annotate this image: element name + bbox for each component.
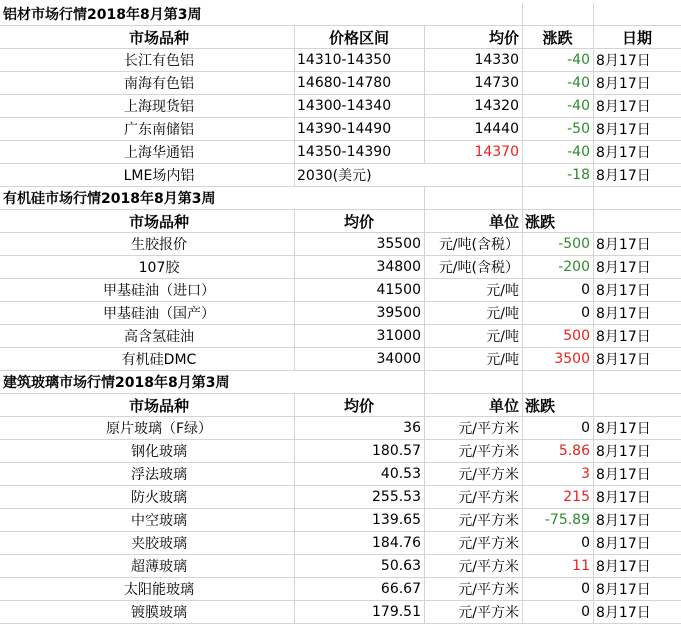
table-row <box>0 118 681 141</box>
table-row <box>0 486 681 509</box>
cell-unit: 元/吨(含税） <box>438 237 519 253</box>
table-row <box>0 463 681 486</box>
cell-date: 8月17日 <box>596 467 651 483</box>
cell-range: 14350-14390 <box>297 144 392 160</box>
cell-unit: 元/吨 <box>486 283 519 299</box>
table-row <box>0 440 681 463</box>
cell-name: 太阳能玻璃 <box>124 582 194 598</box>
cell-avg: 180.57 <box>372 443 421 459</box>
table-row <box>0 601 681 624</box>
cell-change: -50 <box>567 121 590 137</box>
cell-unit: 元/吨 <box>486 329 519 345</box>
cell-change: 5.86 <box>558 443 590 459</box>
col-header: 涨跌 <box>525 396 556 415</box>
gridline <box>424 187 425 209</box>
gridline <box>522 187 523 209</box>
cell-change: -40 <box>567 52 590 68</box>
cell-date: 8月17日 <box>596 76 651 92</box>
cell-name: 原片玻璃（F绿） <box>105 421 213 437</box>
cell-change: 0 <box>581 581 590 597</box>
cell-avg: 184.76 <box>372 535 421 551</box>
gridline <box>593 371 594 393</box>
table-row <box>0 49 681 72</box>
cell-change: -40 <box>567 98 590 114</box>
cell-range: 14680-14780 <box>297 75 392 91</box>
cell-date: 8月17日 <box>596 99 651 115</box>
gridline <box>593 187 594 209</box>
cell-name: 上海现货铝 <box>124 99 194 115</box>
section-title-row <box>0 187 681 210</box>
cell-name: 甲基硅油（进口） <box>103 283 215 299</box>
cell-unit: 元/吨 <box>486 306 519 322</box>
table-row <box>0 555 681 578</box>
cell-unit: 元/平方米 <box>458 467 519 483</box>
cell-date: 8月17日 <box>596 283 651 299</box>
cell-name: 夹胶玻璃 <box>131 536 187 552</box>
cell-date: 8月17日 <box>596 605 651 621</box>
cell-avg: 255.53 <box>372 489 421 505</box>
cell-name: LME场内铝 <box>123 168 195 184</box>
cell-unit: 元/平方米 <box>458 490 519 506</box>
cell-date: 8月17日 <box>596 168 651 184</box>
cell-change: 0 <box>581 420 590 436</box>
cell-avg: 35500 <box>376 236 421 252</box>
cell-avg: 36 <box>403 420 421 436</box>
header-row <box>0 210 681 233</box>
cell-name: 107胶 <box>138 260 180 276</box>
cell-name: 有机硅DMC <box>121 352 197 368</box>
table-row <box>0 348 681 371</box>
cell-date: 8月17日 <box>596 122 651 138</box>
cell-change: -40 <box>567 144 590 160</box>
table-row <box>0 509 681 532</box>
cell-date: 8月17日 <box>596 559 651 575</box>
cell-date: 8月17日 <box>596 536 651 552</box>
col-header: 市场品种 <box>128 28 189 47</box>
cell-unit: 元/吨(含税） <box>438 260 519 276</box>
cell-name: 生胶报价 <box>131 237 187 253</box>
gridline <box>593 394 594 416</box>
cell-change: -500 <box>558 236 590 252</box>
cell-name: 钢化玻璃 <box>131 444 187 460</box>
table-row <box>0 256 681 279</box>
gridline <box>424 371 425 393</box>
col-header: 涨跌 <box>525 212 556 231</box>
col-header: 均价 <box>488 28 519 47</box>
cell-range: 2030(美元) <box>297 168 372 184</box>
table-row <box>0 141 681 164</box>
cell-name: 上海华通铝 <box>124 145 194 161</box>
cell-change: 0 <box>581 535 590 551</box>
cell-change: 500 <box>563 328 590 344</box>
cell-change: 0 <box>581 604 590 620</box>
col-header: 日期 <box>621 28 652 47</box>
table-row <box>0 302 681 325</box>
col-header: 均价 <box>343 396 374 415</box>
cell-name: 镀膜玻璃 <box>131 605 187 621</box>
cell-range: 14310-14350 <box>297 52 392 68</box>
cell-date: 8月17日 <box>596 145 651 161</box>
cell-change: -40 <box>567 75 590 91</box>
gridline <box>593 3 594 25</box>
cell-name: 中空玻璃 <box>131 513 187 529</box>
cell-name: 高含氢硅油 <box>124 329 194 345</box>
cell-avg: 41500 <box>376 282 421 298</box>
cell-change: 11 <box>572 558 590 574</box>
col-header: 价格区间 <box>328 28 389 47</box>
cell-name: 甲基硅油（国产） <box>103 306 215 322</box>
section-title-row <box>0 371 681 394</box>
cell-name: 长江有色铝 <box>124 53 194 69</box>
cell-avg: 40.53 <box>380 466 421 482</box>
cell-change: 0 <box>581 305 590 321</box>
cell-avg: 34800 <box>376 259 421 275</box>
cell-date: 8月17日 <box>596 352 651 368</box>
cell-date: 8月17日 <box>596 582 651 598</box>
table-row <box>0 417 681 440</box>
cell-unit: 元/平方米 <box>458 582 519 598</box>
cell-avg: 14440 <box>474 121 519 137</box>
cell-avg: 139.65 <box>372 512 421 528</box>
cell-name: 南海有色铝 <box>124 76 194 92</box>
cell-date: 8月17日 <box>596 490 651 506</box>
cell-avg: 14330 <box>474 52 519 68</box>
gridline <box>593 210 594 232</box>
header-row <box>0 394 681 417</box>
cell-unit: 元/平方米 <box>458 605 519 621</box>
table-row <box>0 72 681 95</box>
header-row <box>0 26 681 49</box>
section-title: 铝材市场行情2018年8月第3周 <box>3 7 202 23</box>
cell-avg: 14320 <box>474 98 519 114</box>
table-row <box>0 95 681 118</box>
cell-name: 超薄玻璃 <box>131 559 187 575</box>
cell-avg: 14730 <box>474 75 519 91</box>
gridline <box>522 371 523 393</box>
cell-avg: 14370 <box>474 144 519 160</box>
cell-name: 广东南储铝 <box>124 122 194 138</box>
cell-date: 8月17日 <box>596 444 651 460</box>
cell-change: -75.89 <box>544 512 590 528</box>
cell-change: 3 <box>581 466 590 482</box>
cell-date: 8月17日 <box>596 260 651 276</box>
cell-date: 8月17日 <box>596 306 651 322</box>
cell-change: 3500 <box>554 351 590 367</box>
section-title-row <box>0 3 681 26</box>
table-row <box>0 325 681 348</box>
cell-date: 8月17日 <box>596 329 651 345</box>
cell-change: 215 <box>563 489 590 505</box>
cell-range: 14390-14490 <box>297 121 392 137</box>
col-header: 单位 <box>488 396 519 415</box>
cell-unit: 元/平方米 <box>458 444 519 460</box>
cell-change: 0 <box>581 282 590 298</box>
cell-change: -18 <box>567 167 590 183</box>
col-header: 单位 <box>488 212 519 231</box>
table-row <box>0 578 681 601</box>
section-title: 建筑玻璃市场行情2018年8月第3周 <box>3 375 230 391</box>
cell-avg: 50.63 <box>380 558 421 574</box>
cell-range: 14300-14340 <box>297 98 392 114</box>
cell-change: -200 <box>558 259 590 275</box>
cell-avg: 39500 <box>376 305 421 321</box>
cell-date: 8月17日 <box>596 53 651 69</box>
gridline <box>522 3 523 25</box>
col-header: 均价 <box>343 212 374 231</box>
cell-avg: 31000 <box>376 328 421 344</box>
cell-date: 8月17日 <box>596 421 651 437</box>
cell-date: 8月17日 <box>596 237 651 253</box>
col-header: 涨跌 <box>542 28 573 47</box>
table-row <box>0 233 681 256</box>
cell-name: 防火玻璃 <box>131 490 187 506</box>
table-row <box>0 164 681 187</box>
cell-unit: 元/平方米 <box>458 421 519 437</box>
table-row <box>0 279 681 302</box>
table-row <box>0 532 681 555</box>
cell-unit: 元/平方米 <box>458 559 519 575</box>
cell-unit: 元/平方米 <box>458 513 519 529</box>
cell-avg: 34000 <box>376 351 421 367</box>
cell-name: 浮法玻璃 <box>131 467 187 483</box>
cell-unit: 元/吨 <box>486 352 519 368</box>
col-header: 市场品种 <box>128 396 189 415</box>
cell-avg: 66.67 <box>380 581 421 597</box>
cell-unit: 元/平方米 <box>458 536 519 552</box>
section-title: 有机硅市场行情2018年8月第3周 <box>3 191 216 207</box>
cell-avg: 179.51 <box>372 604 421 620</box>
col-header: 市场品种 <box>128 212 189 231</box>
cell-date: 8月17日 <box>596 513 651 529</box>
